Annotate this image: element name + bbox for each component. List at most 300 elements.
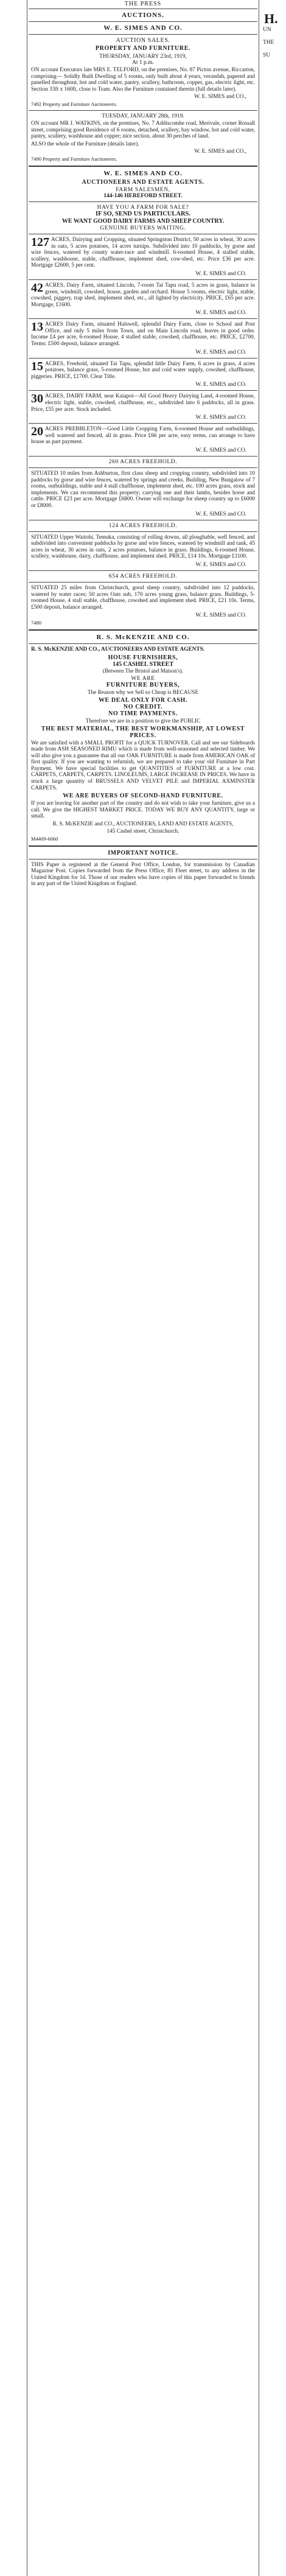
right-column-heading: H. [264, 11, 278, 26]
left-fragment-line [0, 2289, 26, 2295]
left-fragment-line [0, 1759, 26, 1765]
left-fragment-line [0, 411, 26, 417]
left-fragment-line [0, 2056, 26, 2062]
left-fragment-line [0, 746, 26, 752]
left-fragment-line [0, 1505, 26, 1511]
right-fragment-line [263, 178, 286, 184]
left-fragment-line [0, 1796, 26, 1802]
left-fragment-line [0, 1195, 26, 1202]
left-fragment-line [0, 1746, 26, 1752]
advertiser-signature: W. E. SIMES and CO. [195, 310, 246, 317]
left-fragment-line [0, 2423, 26, 2429]
right-fragment-line [263, 122, 286, 128]
advertiser-signature: W. E. SIMES and CO., [194, 94, 246, 100]
left-fragment-line [0, 2460, 26, 2466]
left-fragment-line [0, 1942, 26, 1948]
left-fragment-line [0, 240, 26, 247]
left-fragment-line [0, 171, 26, 177]
auction-sales-heading: AUCTION SALES. [116, 37, 170, 44]
left-fragment-line [0, 1297, 26, 1303]
left-fragment-line [0, 82, 26, 88]
left-fragment-line [0, 1569, 26, 1575]
divider [29, 34, 257, 35]
firm-address: 144-146 HEREFORD STREET. [103, 192, 183, 199]
left-fragment-line [0, 379, 26, 385]
left-fragment-line [0, 595, 26, 601]
left-fragment-line [0, 1936, 26, 1942]
left-fragment-line [0, 740, 26, 746]
left-fragment-line [0, 1360, 26, 1366]
mckenzie-between: (Between The Bristol and Matson's). [102, 667, 184, 674]
left-fragment-line [0, 1619, 26, 1625]
page-header: THE PRESS [29, 0, 257, 9]
right-fragment-line [263, 33, 286, 39]
listing-text: ACRES PREBBLETON—Good Little Cropping Farm, 6-roomed House and outbuildings, well watered and fenced, all in grass. Price £66 per acre, easy terms, can arrange to have house as part payment. [31, 426, 255, 446]
left-fragment-line [0, 108, 26, 114]
listing-text: ACRES, Dairying and Cropping, situated Springston District, 50 acres in wheat, 30 acres in oats, 5 acres potatoes, 14 acres turnips. Subdivided into 10 paddocks, by gorse and wire fences, watered by county water-race and windmill. 6-roomed House, 4 stalled stable, scullery, washhouse, stable, chaffhouse, implement shed, cow-shed, etc. Price £36 per acre. Mortgage £2600, 5 per cent. [31, 236, 255, 269]
left-fragment-line [0, 632, 26, 639]
left-fragment-line [0, 145, 26, 152]
left-fragment-line [0, 405, 26, 411]
right-fragment-line [263, 159, 286, 166]
left-fragment-line [0, 879, 26, 885]
left-fragment-line [0, 38, 26, 44]
left-fragment-line [0, 2151, 26, 2157]
left-fragment-line [0, 1170, 26, 1176]
left-fragment-line [0, 1145, 26, 1151]
left-fragment-line [0, 1455, 26, 1461]
left-fragment-line [0, 1904, 26, 1910]
left-fragment-line [0, 1973, 26, 1979]
left-fragment-line [0, 1315, 26, 1321]
left-fragment-line [0, 1417, 26, 1423]
left-fragment-line [0, 386, 26, 392]
left-fragment-line [0, 1107, 26, 1113]
left-fragment-line [0, 1929, 26, 1935]
mckenzie-signature-address: 145 Cashel street, Christchurch. [106, 828, 180, 835]
left-fragment-line [0, 323, 26, 329]
left-fragment-line [0, 847, 26, 853]
left-fragment-line [0, 1822, 26, 1828]
left-fragment-line [0, 2371, 26, 2378]
left-fragment-line [0, 2132, 26, 2138]
ad-reference: 7492 Property and Furniture Auctioneers. [31, 101, 117, 108]
sale-also: ALSO the whole of the Furniture (details later). [31, 141, 139, 147]
left-fragment-line [0, 6, 26, 12]
divider [29, 166, 257, 167]
left-fragment-line [0, 1562, 26, 1568]
left-fragment-line [0, 0, 26, 6]
left-fragment-line [0, 911, 26, 917]
auctions-column [29, 0, 257, 2576]
divider [29, 570, 257, 571]
left-fragment-line [0, 1689, 26, 1695]
left-fragment-line [0, 1385, 26, 1391]
left-fragment-line [0, 2403, 26, 2409]
left-fragment-line [0, 468, 26, 474]
left-fragment-line [0, 873, 26, 879]
left-fragment-line [0, 942, 26, 948]
left-fragment-line [0, 2207, 26, 2213]
left-fragment-line [0, 1828, 26, 1834]
left-fragment-line [0, 709, 26, 715]
left-fragment-line [0, 569, 26, 575]
left-fragment-line [0, 1657, 26, 1663]
left-fragment-line [0, 139, 26, 145]
advertiser-signature: W. E. SIMES and CO. [195, 415, 246, 421]
left-fragment-line [0, 2030, 26, 2036]
left-fragment-line [0, 1790, 26, 1796]
left-fragment-line [0, 2498, 26, 2504]
right-fragment-line [263, 46, 286, 52]
advertiser-signature: W. E. SIMES and CO., [194, 149, 246, 155]
left-fragment-line [0, 215, 26, 221]
left-fragment-line [0, 2093, 26, 2099]
left-fragment-line [0, 2505, 26, 2511]
left-fragment-line [0, 2233, 26, 2239]
left-fragment-line [0, 1138, 26, 1144]
left-fragment-line [0, 1537, 26, 1543]
left-fragment-line [0, 190, 26, 196]
left-fragment-line [0, 1220, 26, 1227]
left-fragment-line [0, 1682, 26, 1689]
advertiser-signature: W. E. SIMES and CO. [195, 511, 246, 517]
left-fragment-line [0, 1126, 26, 1132]
left-fragment-line [0, 1284, 26, 1290]
mckenzie-cash: WE DEAL ONLY FOR CASH. [98, 696, 188, 704]
left-fragment-line [0, 1638, 26, 1644]
left-fragment-line [0, 1354, 26, 1360]
mckenzie-signature: R. S. McKENZIE and CO., AUCTIONEERS, LAND AND ESTATE AGENTS, [52, 821, 234, 828]
left-fragment-line [0, 1056, 26, 1062]
left-fragment-line [0, 2011, 26, 2017]
left-fragment-line [0, 1923, 26, 1929]
left-fragment-line [0, 196, 26, 202]
mckenzie-credit: NO CREDIT. [123, 703, 163, 710]
left-fragment-line [0, 690, 26, 696]
left-fragment-line [0, 759, 26, 765]
left-fragment-line [0, 1670, 26, 1676]
left-fragment-line [0, 436, 26, 443]
left-fragment-line [0, 981, 26, 987]
right-column-fragment [260, 0, 286, 2576]
listing-text: SITUATED 25 miles from Christchurch, good sheep country, subdivided into 12 paddocks, watered by water races; 50 acres Oats sub, 170 acres young grass, balance grass. Buildings, 5-roomed House, 4 stall stable, chaffhouse, cowshed and implement shed. PRICE, £21 10s. Terms, £500 deposit, balance arranged. [31, 584, 255, 611]
mckenzie-reason: The Reason why we Sell so Cheap is BECAUSE [87, 689, 199, 696]
left-fragment-line [0, 1246, 26, 1252]
left-fragment-line [0, 1398, 26, 1404]
left-fragment-line [0, 2277, 26, 2283]
left-fragment-line [0, 222, 26, 228]
left-fragment-line [0, 772, 26, 778]
left-fragment-line [0, 1815, 26, 1821]
left-fragment-line [0, 1024, 26, 1031]
left-fragment-line [0, 1480, 26, 1486]
left-fragment-line [0, 57, 26, 63]
mckenzie-buyers: FURNITURE BUYERS, [106, 681, 180, 688]
left-fragment-line [0, 455, 26, 461]
left-fragment-line [0, 487, 26, 493]
left-fragment-line [0, 955, 26, 961]
left-fragment-line [0, 1739, 26, 1745]
advertiser-signature: W. E. SIMES and CO. [195, 349, 246, 355]
left-fragment-line [0, 203, 26, 209]
left-fragment-line [0, 133, 26, 139]
left-fragment-line [0, 2384, 26, 2390]
left-fragment-line [0, 702, 26, 708]
left-fragment-line [0, 26, 26, 32]
mckenzie-we-are: WE ARE [131, 675, 155, 682]
left-fragment-line [0, 1177, 26, 1183]
left-fragment-line [0, 373, 26, 379]
left-fragment-line [0, 1707, 26, 1713]
left-fragment-line [0, 1701, 26, 1707]
left-fragment-line [0, 1322, 26, 1328]
left-fragment-line [0, 2068, 26, 2074]
left-fragment-line [0, 2157, 26, 2163]
right-fragment-line [263, 135, 286, 141]
left-fragment-line [0, 88, 26, 94]
left-fragment-line [0, 2264, 26, 2270]
sale-date: THURSDAY, JANUARY 23rd, 1919, [99, 54, 187, 60]
left-fragment-line [0, 1891, 26, 1897]
left-fragment-line [0, 696, 26, 702]
left-fragment-line [0, 1309, 26, 1315]
left-fragment-line [0, 1410, 26, 1416]
left-fragment-line [0, 2018, 26, 2024]
left-fragment-line [0, 127, 26, 133]
left-fragment-line [0, 2175, 26, 2182]
divider [29, 845, 257, 847]
left-fragment-line [0, 2315, 26, 2321]
left-fragment-line [0, 2239, 26, 2245]
left-fragment-line [0, 1429, 26, 1435]
mckenzie-address: 145 CASHEL STREET [112, 660, 174, 668]
left-fragment-line [0, 76, 26, 82]
left-fragment-line [0, 1556, 26, 1562]
left-fragment-line [0, 2359, 26, 2365]
sale-time: At 1 p.m. [132, 60, 154, 66]
listing [31, 426, 255, 446]
left-fragment-line [0, 607, 26, 614]
left-fragment-line [0, 810, 26, 816]
left-fragment-line [0, 2347, 26, 2353]
mckenzie-body: We are satisfied with a SMALL PROFIT for a QUICK TURNOVER. Call and see our Sideboards made from ASH SEASONED RIMU which is made from well-seasoned and selected timber. We will also give you a guarantee that all our OAK FURNITURE is made from AMERICAN OAK of first quality. If you are wanting to refurnish, we are prepared to take your old Furniture in Part Payment. We have special facilities to get QUANTITIES of FURNITURE at a low cost. CARPETS, CARPETS, CARPETS. LINOLEUMS, LARGE INCREASE IN PRICES. We have in stock a large quantity of BRUSSELS AND VELVET PILE and IMPERIAL AXMINSTER CARPETS. [31, 740, 255, 791]
right-fragment-line [263, 90, 286, 96]
left-fragment-line [0, 2479, 26, 2485]
listing [31, 282, 255, 308]
sale-text: ON account Executors late MRS E. TELFORD, on the premises, No. 87 Picton avenue, Riccarton, comprising— Solidly Built Dwelling of 5 rooms, only built about 4 years, verandah, papered and panelled throughout, hot and cold water, pantry, scullery, bathroom, copper, gas, electric light, etc. Section 33ft x 160ft, close to Tram. Also the Furniture contained therein (full details later). [31, 67, 255, 93]
right-fragment-line [263, 185, 286, 191]
left-fragment-line [0, 961, 26, 967]
right-fragment-line: SU [263, 52, 271, 58]
left-fragment-line [0, 2074, 26, 2081]
left-fragment-line [0, 1511, 26, 1517]
left-fragment-line [0, 32, 26, 38]
left-fragment-line [0, 658, 26, 664]
left-fragment-line [0, 1948, 26, 1954]
left-fragment-line [0, 936, 26, 942]
left-fragment-line [0, 993, 26, 999]
left-fragment-line [0, 2201, 26, 2207]
right-fragment-line: THE [263, 39, 274, 46]
left-fragment-line [0, 2283, 26, 2289]
left-fragment-line [0, 1524, 26, 1530]
left-fragment-line [0, 500, 26, 506]
left-fragment-line [0, 1290, 26, 1297]
listing-acreage: 15 [31, 359, 43, 373]
left-fragment-line [0, 1878, 26, 1885]
left-fragment-line [0, 999, 26, 1006]
divider [29, 279, 257, 280]
left-fragment-line [0, 228, 26, 234]
divider [29, 358, 257, 359]
left-fragment-line [0, 177, 26, 183]
left-fragment-line [0, 892, 26, 898]
left-fragment-line [0, 317, 26, 323]
left-fragment-line [0, 95, 26, 101]
left-fragment-line [0, 626, 26, 632]
left-fragment-line [0, 2214, 26, 2220]
left-fragment-line [0, 563, 26, 569]
left-fragment-line [0, 1771, 26, 1777]
left-column-text [0, 0, 26, 2511]
left-fragment-line [0, 1075, 26, 1081]
right-fragment-line [263, 191, 286, 197]
left-fragment-line [0, 63, 26, 69]
farm-particulars: IF SO, SEND US PARTICULARS. [96, 210, 190, 217]
listing-text: ACRES, DAIRY FARM, near Kaiapoi—All Good Heavy Dairying Land, 4-roomed House, electric light, stable, cowshed, chaffhouse, etc., subdivided into 6 paddocks, all in grass. Price, £55 per acre. Stock included. [31, 393, 255, 413]
left-fragment-line [0, 2112, 26, 2118]
listing [31, 237, 255, 269]
listing-text: ACRES, Freehold, situated Tai Tapu, splendid little Dairy Farm, 6 acres in grass, 4 acres potatoes, balance grass, 5-roomed House, hot and cold water supply, cowshed, chaffhouse, piggeries. PRICE, £1700. Clear Title. [31, 360, 255, 380]
divider [29, 110, 257, 111]
left-fragment-line [0, 2005, 26, 2011]
right-fragment-line [263, 71, 286, 77]
left-fragment-line [0, 1063, 26, 1069]
left-fragment-line [0, 101, 26, 107]
left-fragment-line [0, 1606, 26, 1612]
left-fragment-line [0, 2466, 26, 2473]
left-fragment-line [0, 841, 26, 847]
right-fragment-line [263, 77, 286, 83]
left-fragment-line [0, 1955, 26, 1961]
left-fragment-line [0, 2328, 26, 2334]
sale-text: ON account MR J. WATKINS, on the premises, No. 7 Addiscombe road, Merivale, corner Rossall street, comprising good Residence of 6 rooms, detached, scullery, bay window, hot and cold water, pantry, scullery, washhouse and copper; nice section, about 30 perches of land. [31, 120, 255, 140]
left-fragment-line [0, 513, 26, 519]
left-fragment-line [0, 917, 26, 923]
left-fragment-line [0, 987, 26, 993]
left-fragment-line [0, 1916, 26, 1922]
left-fragment-line [0, 683, 26, 689]
left-fragment-line [0, 1442, 26, 1448]
left-fragment-line [0, 923, 26, 929]
left-fragment-line [0, 1651, 26, 1657]
left-fragment-line [0, 2087, 26, 2093]
left-fragment-line [0, 1783, 26, 1790]
left-fragment-line [0, 259, 26, 265]
left-fragment-line [0, 2125, 26, 2131]
divider [29, 467, 257, 468]
firm-name: W. E. SIMES AND CO. [103, 169, 183, 177]
left-fragment-line [0, 2188, 26, 2194]
right-fragment-line [263, 115, 286, 121]
left-fragment-line [0, 664, 26, 670]
left-fragment-line [0, 733, 26, 740]
advertiser-signature: W. E. SIMES and CO. [195, 447, 246, 453]
left-fragment-line [0, 1961, 26, 1967]
left-fragment-line [0, 1341, 26, 1347]
left-fragment-line [0, 449, 26, 455]
left-fragment-line [0, 2258, 26, 2264]
left-fragment-line [0, 1157, 26, 1163]
left-fragment-line [0, 424, 26, 430]
mckenzie-therefore: Therefore we are in a position to give the PUBLIC [85, 718, 201, 724]
mckenzie-header-text: R. S. McKENZIE AND CO., AUCTIONEERS AND ESTATE AGENTS. [31, 646, 205, 653]
left-fragment-line [0, 1543, 26, 1549]
left-fragment-line [0, 1240, 26, 1246]
property-furniture-heading: PROPERTY AND FURNITURE. [95, 45, 191, 52]
left-fragment-line [0, 2334, 26, 2340]
left-fragment-line [0, 2037, 26, 2043]
left-fragment-line [0, 1468, 26, 1474]
left-fragment-line [0, 1714, 26, 1720]
left-fragment-line [0, 519, 26, 525]
left-fragment-line [0, 481, 26, 487]
left-fragment-line [0, 1366, 26, 1372]
left-fragment-line [0, 430, 26, 436]
left-fragment-line [0, 1860, 26, 1866]
left-fragment-line [0, 651, 26, 657]
left-fragment-line [0, 1373, 26, 1379]
advertiser-signature: W. E. SIMES and CO. [195, 382, 246, 388]
left-fragment-line [0, 2220, 26, 2226]
left-fragment-line [0, 1632, 26, 1638]
left-fragment-line [0, 1777, 26, 1783]
left-fragment-line [0, 1664, 26, 1670]
left-fragment-line [0, 1101, 26, 1107]
left-fragment-line [0, 1018, 26, 1024]
left-fragment-line [0, 2144, 26, 2150]
farm-salesmen: FARM SALESMEN, [116, 186, 170, 193]
left-fragment-line [0, 1550, 26, 1556]
left-fragment-line [0, 1265, 26, 1271]
firm-subtitle: AUCTIONEERS AND ESTATE AGENTS. [82, 178, 204, 186]
left-fragment-line [0, 341, 26, 348]
divider [29, 201, 257, 202]
left-fragment-line [0, 2163, 26, 2169]
left-fragment-line [0, 152, 26, 158]
left-fragment-line [0, 462, 26, 468]
left-fragment-line [0, 1885, 26, 1891]
left-fragment-line [0, 1866, 26, 1872]
left-fragment-line [0, 399, 26, 405]
left-fragment-line [0, 778, 26, 784]
left-fragment-line [0, 367, 26, 373]
left-fragment-line [0, 854, 26, 860]
left-fragment-line [0, 886, 26, 892]
left-fragment-line [0, 506, 26, 512]
left-fragment-line [0, 19, 26, 25]
left-fragment-line [0, 278, 26, 284]
left-fragment-line [0, 1809, 26, 1815]
left-fragment-line [0, 2492, 26, 2498]
left-fragment-line [0, 209, 26, 215]
left-fragment-line [0, 645, 26, 651]
listing [31, 361, 255, 380]
left-fragment-line [0, 1208, 26, 1214]
section-title: AUCTIONS. [122, 12, 164, 19]
left-fragment-line [0, 670, 26, 676]
